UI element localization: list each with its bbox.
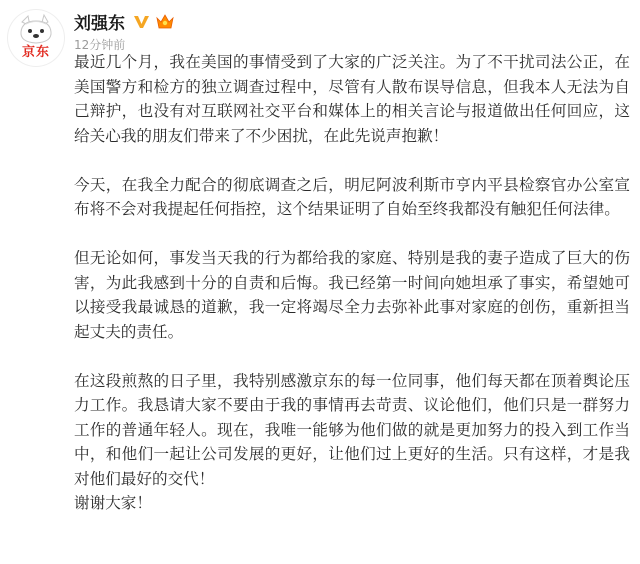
verified-v-icon — [133, 13, 150, 30]
post-content — [74, 50, 630, 516]
vip-crown-icon — [155, 12, 175, 30]
paragraph-1: 最近几个月，我在美国的事情受到了大家的广泛关注。为了不干扰司法公正，在美国警方和检方的独立调查过程中，尽管有人散布误导信息，但我本人无法为自己辩护，也没有对互联网社交平台和媒体上的相关言论与报道做出任何回应，这给关心我的朋友们带来了不少困扰，在此先说声抱歉！ — [74, 53, 630, 145]
name-row — [74, 8, 175, 34]
paragraph-4: 在这段煎熬的日子里，我特别感激京东的每一位同事，他们每天都在顶着舆论压力工作。我恳请大家不要由于我的事情再去苛责、议论他们，他们只是一群努力工作的普通年轻人。现在，我唯一能够为他们做的就是更加努力的投入到工作当中，和他们一起让公司发展的更好，让他们过上更好的生活。只有这样，才是我对他们最好的交代！ 谢谢大家！ — [74, 371, 630, 512]
post-header — [74, 8, 175, 53]
post-timestamp[interactable]: 12分钟前 — [74, 38, 126, 52]
paragraph-3: 但无论如何，事发当天我的行为都给我的家庭、特别是我的妻子造成了巨大的伤害，为此我感到十分的自责和后悔。我已经第一时间向她坦承了事实，希望她可以接受我最诚恳的道歉，我一定将竭尽全力去弥补此事对家庭的创伤，重新担当起丈夫的责任。 — [74, 249, 630, 341]
avatar[interactable] — [8, 10, 64, 66]
username[interactable]: 刘强东 — [74, 13, 125, 34]
avatar-brand-label: 京东 — [21, 45, 50, 60]
paragraph-2: 今天，在我全力配合的彻底调查之后，明尼阿波利斯市亨内平县检察官办公室宣布将不会对我提起任何指控，这个结果证明了自始至终我都没有触犯任何法律。 — [74, 175, 630, 218]
